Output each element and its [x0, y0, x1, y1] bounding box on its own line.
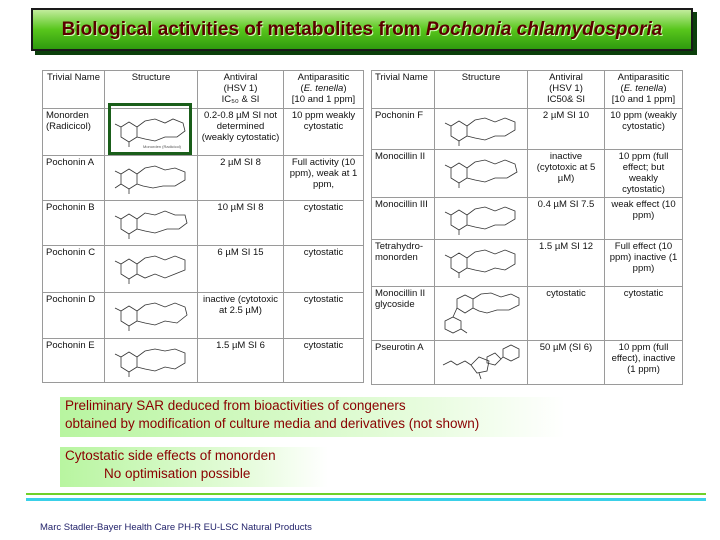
- left-header-row: [43, 71, 364, 109]
- antiparasitic-value: Full activity (10 ppm), weak at 1 ppm,: [284, 155, 364, 200]
- sar-line-1: Preliminary SAR deduced from bioactivities of congeners: [65, 398, 406, 413]
- molecule-icon: [109, 341, 193, 379]
- table-row: [43, 338, 364, 382]
- antiviral-value: 1.5 µM SI 12: [528, 240, 605, 287]
- antiparasitic-value: 10 ppm (full effect; but weakly cytostatic): [605, 149, 683, 198]
- right-header-row: [372, 71, 683, 109]
- divider-cyan: [26, 498, 706, 501]
- antiviral-value: 0.4 µM SI 7.5: [528, 198, 605, 240]
- antiparasitic-value: cytostatic: [605, 287, 683, 341]
- compound-name: Pochonin C: [43, 245, 105, 292]
- slide-title: [31, 8, 693, 51]
- antiparasitic-value: 10 ppm weakly cytostatic: [284, 108, 364, 155]
- antiparasitic-value: 10 ppm (full effect), inactive (1 ppm): [605, 341, 683, 385]
- antiviral-value: inactive (cytotoxic at 2.5 µM): [198, 292, 284, 338]
- structure-drawing: [435, 341, 528, 385]
- structure-drawing: [105, 292, 198, 338]
- compound-name: Pochonin D: [43, 292, 105, 338]
- antiparasitic-value: cytostatic: [284, 245, 364, 292]
- sar-line-2: obtained by modification of culture media and derivatives (not shown): [65, 416, 480, 431]
- compound-name: Monocillin III: [372, 198, 435, 240]
- right-table: [371, 70, 683, 385]
- compound-name: Pochonin E: [43, 338, 105, 382]
- compound-name: Pseurotin A: [372, 341, 435, 385]
- antiparasitic-value: 10 ppm (weakly cytostatic): [605, 108, 683, 149]
- header-structure: Structure: [105, 71, 198, 109]
- structure-drawing: [105, 200, 198, 245]
- header-antiparasitic: Antiparasitic (E. tenella) [10 and 1 ppm]: [605, 71, 683, 109]
- antiparasitic-value: Full effect (10 ppm) inactive (1 ppm): [605, 240, 683, 287]
- cytostatic-line-2: No optimisation possible: [104, 466, 251, 481]
- structure-drawing: [435, 198, 528, 240]
- compound-name: Tetrahydro-monorden: [372, 240, 435, 287]
- antiviral-value: 10 µM SI 8: [198, 200, 284, 245]
- molecule-icon: [439, 200, 523, 236]
- antiviral-value: inactive (cytotoxic at 5 µM): [528, 149, 605, 198]
- antiviral-value: 1.5 µM SI 6: [198, 338, 284, 382]
- antiviral-value: 50 µM (SI 6): [528, 341, 605, 385]
- antiparasitic-value: cytostatic: [284, 338, 364, 382]
- divider-green: [26, 493, 706, 495]
- structure-drawing: [435, 108, 528, 149]
- slide-title-text: [62, 19, 663, 41]
- header-structure: Structure: [435, 71, 528, 109]
- table-row: [43, 155, 364, 200]
- compound-name: Pochonin A: [43, 155, 105, 200]
- antiviral-value: 6 µM SI 15: [198, 245, 284, 292]
- antiviral-value: cytostatic: [528, 287, 605, 341]
- structure-caption: Monorden (Radicicol): [143, 143, 182, 149]
- molecule-icon: [109, 158, 193, 196]
- compound-name: Monocillin II: [372, 149, 435, 198]
- header-trivial-name: Trivial Name: [43, 71, 105, 109]
- table-row: [43, 200, 364, 245]
- molecule-icon: [109, 203, 193, 241]
- cytostatic-callout: [60, 447, 328, 487]
- molecule-icon: [439, 152, 523, 190]
- antiviral-value: 0.2-0.8 µM SI not determined (weakly cytostatic): [198, 108, 284, 155]
- structure-drawing: [435, 240, 528, 287]
- table-row: [372, 149, 683, 198]
- sar-callout: [60, 397, 565, 437]
- header-trivial-name: Trivial Name: [372, 71, 435, 109]
- header-antiviral: Antiviral (HSV 1) IC50& SI: [528, 71, 605, 109]
- left-table: [42, 70, 364, 383]
- table-row: [372, 198, 683, 240]
- molecule-icon: [439, 343, 523, 381]
- antiviral-value: 2 µM SI 10: [528, 108, 605, 149]
- antiviral-value: 2 µM SI 8: [198, 155, 284, 200]
- header-antiparasitic: Antiparasitic (E. tenella) [10 and 1 ppm]: [284, 71, 364, 109]
- antiparasitic-value: cytostatic: [284, 200, 364, 245]
- cytostatic-line-1: Cytostatic side effects of monorden: [65, 448, 276, 463]
- table-row: [43, 108, 364, 155]
- table-row: [372, 287, 683, 341]
- antiparasitic-value: weak effect (10 ppm): [605, 198, 683, 240]
- structure-drawing: [105, 155, 198, 200]
- antiparasitic-value: cytostatic: [284, 292, 364, 338]
- structure-drawing: [105, 245, 198, 292]
- table-row: [372, 240, 683, 287]
- compound-name: Pochonin F: [372, 108, 435, 149]
- molecule-icon: [439, 242, 523, 280]
- molecule-icon: [109, 248, 193, 286]
- compound-name: Pochonin B: [43, 200, 105, 245]
- molecule-icon: [439, 289, 523, 337]
- table-row: [372, 341, 683, 385]
- molecule-icon: [439, 111, 523, 147]
- compound-name: Monorden (Radicicol): [43, 108, 105, 155]
- title-italic-text: Pochonia chlamydosporia: [425, 18, 663, 40]
- footer-text: Marc Stadler-Bayer Health Care PH-R EU-LSC Natural Products: [40, 522, 312, 533]
- table-row: [43, 245, 364, 292]
- structure-drawing: [105, 338, 198, 382]
- highlight-box: [108, 103, 192, 155]
- header-antiviral: Antiviral (HSV 1) IC₅₀ & SI: [198, 71, 284, 109]
- compound-name: Monocillin II glycoside: [372, 287, 435, 341]
- molecule-icon: [109, 295, 193, 333]
- structure-drawing: [435, 287, 528, 341]
- title-main-text: Biological activities of metabolites from: [61, 18, 426, 40]
- structure-drawing: [435, 149, 528, 198]
- table-row: [372, 108, 683, 149]
- table-row: [43, 292, 364, 338]
